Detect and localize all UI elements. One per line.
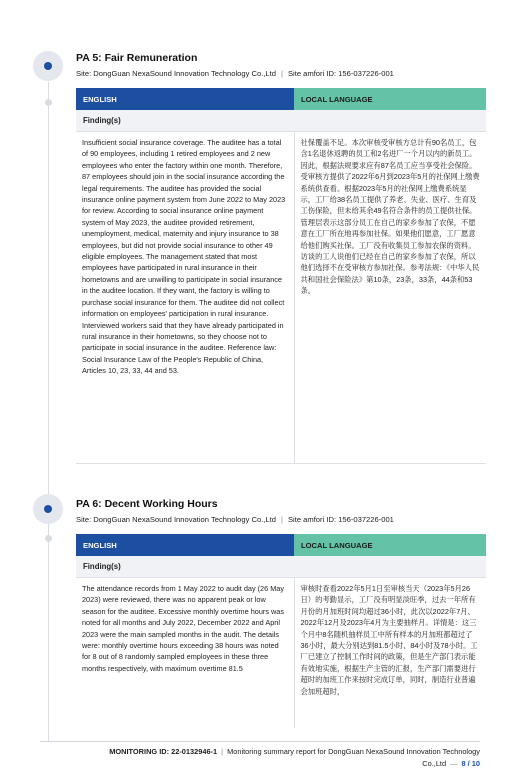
finding-table [76, 534, 486, 728]
section-marker-icon [33, 51, 63, 81]
timeline-dot [45, 99, 52, 106]
report-summary-cont: Co.,Ltd [422, 758, 447, 768]
section-pa6 [76, 498, 486, 728]
footer-divider [40, 741, 480, 742]
col-local-language: LOCAL LANGUAGE [294, 88, 486, 110]
col-local-language: LOCAL LANGUAGE [294, 534, 486, 556]
section-site: Site: DongGuan NexaSound Innovation Technology Co.,Ltd | Site amfori ID: 156-037226-001 [76, 515, 394, 524]
timeline-dot [45, 535, 52, 542]
site-name: Site: DongGuan NexaSound Innovation Technology Co.,Ltd [76, 69, 276, 78]
page-number: 8 / 10 [461, 758, 480, 768]
report-summary: Monitoring summary report for DongGuan NexaSound Innovation Technology [227, 747, 480, 756]
section-pa5 [76, 52, 486, 464]
col-english: ENGLISH [76, 88, 294, 110]
site-id: Site amfori ID: 156-037226-001 [287, 515, 394, 524]
section-title: PA 5: Fair Remuneration [76, 52, 198, 64]
page-footer: MONITORING ID: 22-0132946-1 | Monitoring summary report for DongGuan NexaSound Innovation Technology Co.,Ltd — 8 / 10 [109, 747, 480, 768]
timeline-rail [48, 82, 49, 742]
section-marker-icon [33, 494, 63, 524]
finding-local-text: 社保覆盖不足。本次审核受审核方总计有90名员工，包含1名退休返聘的员工和2名进厂一个月以内的新员工。因此，根据法规要求应有87名员工应当享受社会保险。受审核方提供了2022年6月到2023年5月的社保网上缴费系统供查看。根据2023年5月的社保网上缴费系统显示，工厂给38名员工提供了养老、失业、医疗、生育及工伤保险，但未给其余49名符合条件的员工提供社保。管理层表示这部分员工在自己的家乡参加了农保，不愿意在工厂所在地再参加社保。如果他们愿意，工厂愿意给他们购买社保。工厂没有收集员工参加农保的资料。访谈的工人说他们已经在自己的家乡参加了农保，所以他们选择不在受审核方参加社保。参考法规：《中华人民共和国社会保险法》第10条，23条，33条，44条和53条。 [294, 132, 486, 464]
finding-english-text: The attendance records from 1 May 2022 to audit day (26 May 2023) were reviewed, there was no apparent peak or low season for the auditee. Excessive monthly overtime hours was noted for all months and July 2022, December 2022 and April 2023 were the main sampled months in the audit. The details were: monthly overtime hours exceeding 38 hours was noted for 8 out of 8 randomly sampled employees in these three months respectively, with maximum overtime 81.5 [76, 578, 294, 729]
site-id: Site amfori ID: 156-037226-001 [287, 69, 394, 78]
finding-english-text: Insufficient social insurance coverage. The auditee has a total of 90 employees, including 1 retired employees and 2 new employees who enter the factory within one month. Therefore, 87 employees should join in the social insurance according the legal requirements. The auditee has provided the social insurance online payment system from June 2022 to May 2023 for review. According to social insurance online payment system of May 2023, the auditee provided retirement, unemployment, medical, maternity and injury insurance to 38 employees, but did not provide social insurance to other 49 eligible employees. The management stated that most employees have participated in rural insurance in their hometowns and are unwilling to participate in social insurance in the auditee location. If they want, the factory is willing to purchase social insurance for them. The auditee did not collect information on employees' participation in rural insurance. Interviewed workers said that they have already participated in rural insurance in their hometowns, so they choose not to participate in social insurance in the auditee. Reference law: Social Insurance Law of the People's Republic of China, Articles 10, 23, 33, 44 and 53. [76, 132, 294, 464]
site-name: Site: DongGuan NexaSound Innovation Technology Co.,Ltd [76, 515, 276, 524]
monitoring-id: MONITORING ID: 22-0132946-1 [109, 747, 218, 756]
section-site: Site: DongGuan NexaSound Innovation Technology Co.,Ltd | Site amfori ID: 156-037226-001 [76, 69, 394, 78]
section-title: PA 6: Decent Working Hours [76, 498, 218, 510]
finding-table [76, 88, 486, 464]
finding-label: Finding(s) [76, 556, 486, 578]
finding-label: Finding(s) [76, 110, 486, 132]
col-english: ENGLISH [76, 534, 294, 556]
finding-local-text: 审核时查看2022年5月1日至审核当天（2023年5月26日）的考勤显示，工厂没有明显淡旺季，过去一年所有月份的月加班时间均超过36小时，此次以2022年7月、2022年12月及2023年4月为主要抽样月。详情是：这三个月中8名随机抽样员工中所有样本的月加班都超过了36小时，最大分别达到81.5小时、84小时及78小时。工厂已建立了控制工作时间的政策，但是生产部门表示能有效地实施，根据生产主管的汇报，生产部门需要进行超时的加班工作来按时完成订单，同时，制造行业普遍会加班超时， [300, 584, 478, 696]
